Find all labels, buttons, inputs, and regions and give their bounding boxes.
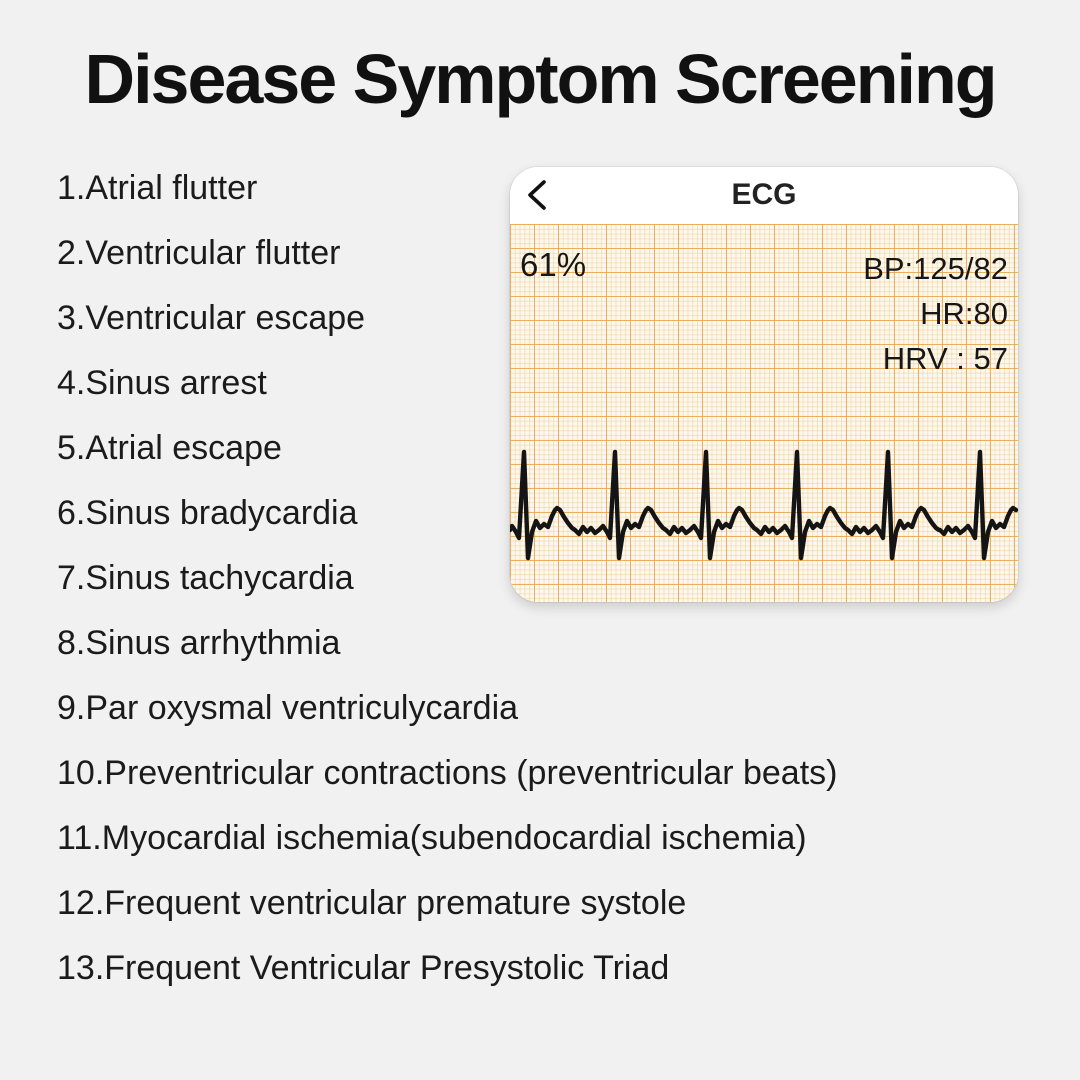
symptom-list-item: 8.Sinus arrhythmia bbox=[57, 624, 341, 662]
symptom-list-item: 3.Ventricular escape bbox=[57, 299, 366, 337]
hrv-value: HRV : 57 bbox=[882, 341, 1008, 376]
symptom-list-item: 12.Frequent ventricular premature systole bbox=[57, 884, 687, 922]
symptom-list-item: 5.Atrial escape bbox=[57, 429, 282, 467]
ecg-app-screenshot bbox=[510, 167, 1018, 602]
ecg-waveform bbox=[510, 224, 1018, 602]
symptom-list-item: 10.Preventricular contractions (preventricular beats) bbox=[57, 754, 838, 792]
ecg-screen-title: ECG bbox=[731, 178, 797, 211]
ecg-grid-paper bbox=[510, 224, 1018, 602]
battery-percentage: 61% bbox=[520, 246, 587, 283]
symptom-list-item: 4.Sinus arrest bbox=[57, 364, 267, 402]
bp-value: BP:125/82 bbox=[863, 251, 1008, 286]
symptom-list-item: 11.Myocardial ischemia(subendocardial ischemia) bbox=[57, 819, 807, 857]
symptom-list-item: 2.Ventricular flutter bbox=[57, 234, 341, 272]
symptom-list-item: 6.Sinus bradycardia bbox=[57, 494, 358, 532]
chevron-left-icon bbox=[525, 179, 549, 211]
symptom-list-item: 13.Frequent Ventricular Presystolic Triad bbox=[57, 949, 670, 987]
hr-value: HR:80 bbox=[920, 296, 1008, 331]
page-title: Disease Symptom Screening bbox=[84, 40, 996, 118]
back-button[interactable] bbox=[523, 178, 551, 212]
symptom-list-item: 1.Atrial flutter bbox=[57, 169, 258, 207]
symptom-list-item: 9.Par oxysmal ventriculycardia bbox=[57, 689, 519, 727]
ecg-header-bar bbox=[510, 167, 1018, 224]
symptom-list-item: 7.Sinus tachycardia bbox=[57, 559, 354, 597]
